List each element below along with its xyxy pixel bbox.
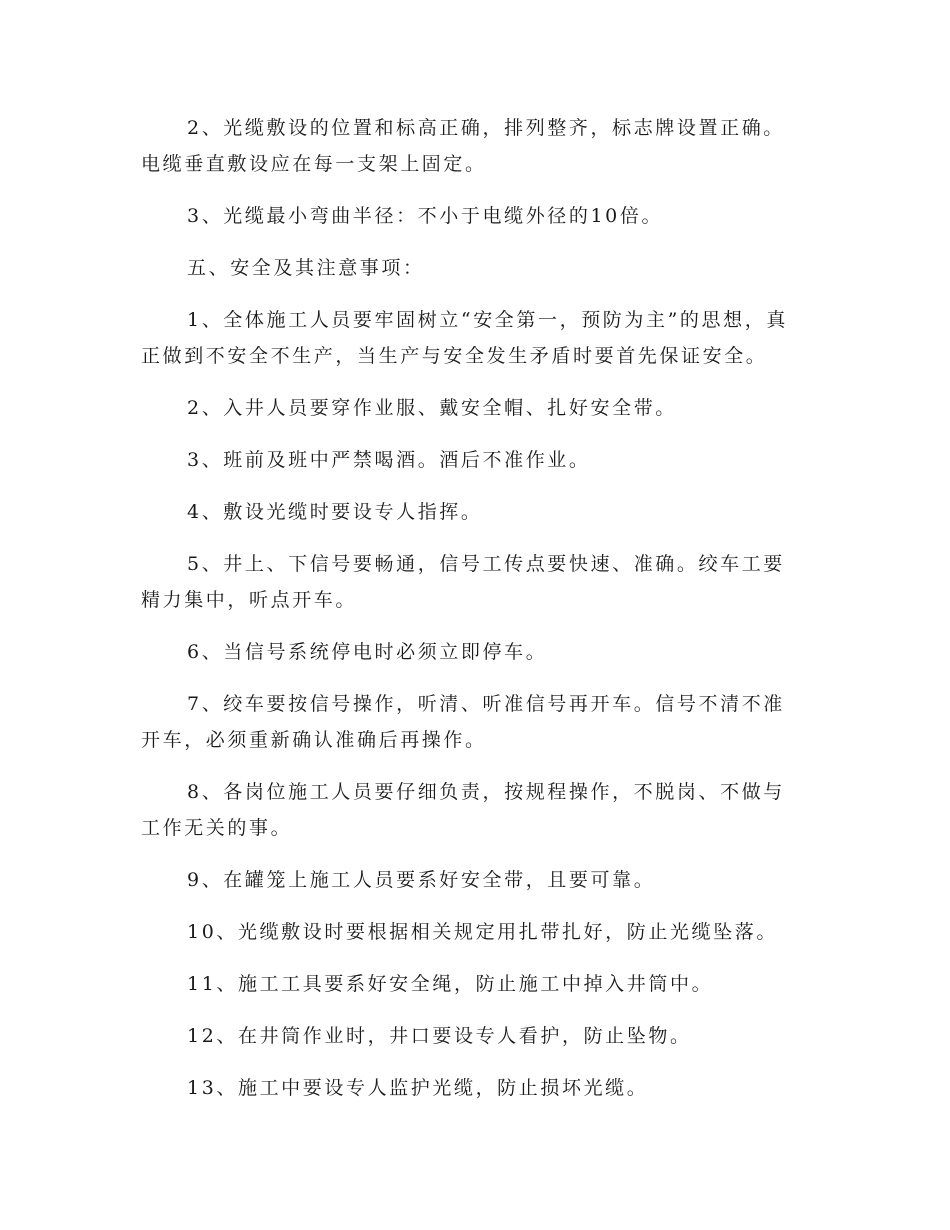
- paragraph-post-responsibility: 8、各岗位施工人员要仔细负责，按规程操作，不脱岗、不做与工作无关的事。: [141, 781, 785, 839]
- paragraph-winch-operation: 7、绞车要按信号操作，听清、听准信号再开车。信号不清不准开车，必须重新确认准确后再操作。: [141, 693, 785, 751]
- paragraph-safety-first: 1、全体施工人员要牢固树立“安全第一，预防为主”的思想，真正做到不安全不生产，当生产与安全发生矛盾时要首先保证安全。: [141, 309, 788, 367]
- paragraph-cable-monitor: 13、施工中要设专人监护光缆，防止损坏光缆。: [187, 1077, 649, 1099]
- paragraph-cable-laying-position: 2、光缆敷设的位置和标高正确，排列整齐，标志牌设置正确。电缆垂直敷设应在每一支架上固定。: [141, 117, 785, 175]
- section-heading-safety: 五、安全及其注意事项：: [187, 257, 425, 279]
- paragraph-cage-safety-belt: 9、在罐笼上施工人员要系好安全带，且要可靠。: [187, 869, 656, 891]
- paragraph-cable-tie: 10、光缆敷设时要根据相关规定用扎带扎好，防止光缆坠落。: [187, 921, 778, 943]
- document-body: [141, 110, 805, 1122]
- paragraph-dedicated-commander: 4、敷设光缆时要设专人指挥。: [187, 501, 483, 523]
- paragraph-signal-communication: 5、井上、下信号要畅通，信号工传点要快速、准确。绞车工要精力集中，听点开车。: [141, 553, 785, 611]
- paragraph-protective-gear: 2、入井人员要穿作业服、戴安全帽、扎好安全带。: [187, 397, 677, 419]
- paragraph-no-alcohol: 3、班前及班中严禁喝酒。酒后不准作业。: [187, 449, 591, 471]
- paragraph-min-bend-radius: 3、光缆最小弯曲半径：不小于电缆外径的10倍。: [187, 205, 664, 227]
- paragraph-tool-safety-rope: 11、施工工具要系好安全绳，防止施工中掉入井筒中。: [187, 973, 714, 995]
- paragraph-power-outage-stop: 6、当信号系统停电时必须立即停车。: [187, 641, 548, 663]
- paragraph-shaft-guard: 12、在井筒作业时，井口要设专人看护，防止坠物。: [187, 1025, 692, 1047]
